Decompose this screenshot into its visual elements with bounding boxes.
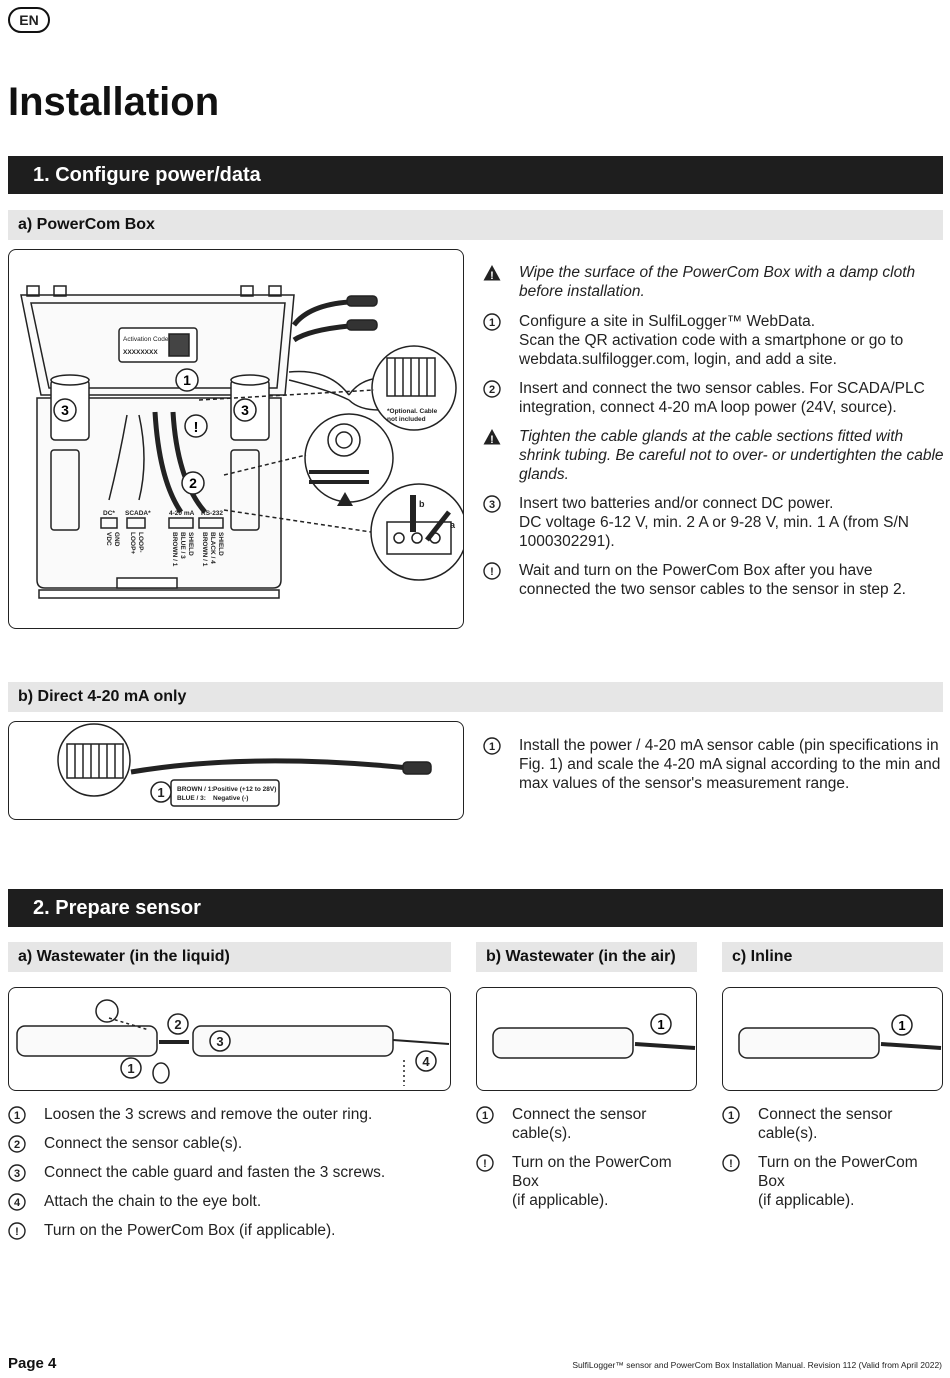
powercom-box-figure bbox=[8, 249, 464, 629]
step-item bbox=[483, 561, 945, 599]
svg-text:!: ! bbox=[490, 434, 494, 446]
svg-text:1: 1 bbox=[13, 1110, 21, 1122]
subheading-wastewater-air: b) Wastewater (in the air) bbox=[476, 942, 697, 972]
step-text: Attach the chain to the eye bolt. bbox=[44, 1193, 262, 1210]
svg-text:3: 3 bbox=[13, 1168, 21, 1180]
section-heading-configure: 1. Configure power/data bbox=[8, 156, 943, 194]
brown-wire-value: Positive (+12 to 28V) bbox=[213, 786, 277, 793]
gnd-label: GND bbox=[113, 532, 120, 547]
subheading-inline: c) Inline bbox=[722, 942, 943, 972]
svg-text:3: 3 bbox=[216, 1034, 224, 1049]
step-item bbox=[476, 1153, 702, 1210]
notice-icon bbox=[722, 1154, 740, 1172]
svg-text:2: 2 bbox=[13, 1139, 21, 1151]
callout-b: b bbox=[419, 499, 425, 509]
step-item bbox=[483, 379, 945, 417]
direct-cable-illustration bbox=[9, 722, 464, 820]
svg-text:1: 1 bbox=[127, 1061, 135, 1076]
notice-icon bbox=[476, 1154, 494, 1172]
step-item bbox=[8, 1105, 448, 1124]
subheading-powercom-box: a) PowerCom Box bbox=[8, 210, 943, 240]
inline-figure bbox=[722, 987, 943, 1091]
language-badge: EN bbox=[8, 7, 50, 33]
blue-3-label: BLUE / 3 bbox=[179, 532, 186, 559]
step-item bbox=[722, 1105, 948, 1143]
callout-a: a bbox=[450, 520, 456, 530]
loop-minus-label: LOOP- bbox=[137, 532, 144, 553]
step-1-icon bbox=[476, 1106, 494, 1124]
step-text: Connect the sensor cable(s). bbox=[512, 1106, 647, 1142]
brown-wire-label: BROWN / 1: bbox=[177, 786, 214, 793]
svg-text:2: 2 bbox=[174, 1017, 182, 1032]
svg-text:1: 1 bbox=[488, 317, 496, 329]
powercom-box-illustration bbox=[9, 250, 464, 629]
step-3-icon bbox=[483, 495, 501, 513]
page-number: Page 4 bbox=[8, 1355, 57, 1372]
step-2-icon bbox=[483, 380, 501, 398]
blue-wire-value: Negative (-) bbox=[213, 795, 249, 802]
ma-label: 4-20 mA bbox=[169, 510, 195, 517]
step-text: Configure a site in SulfiLogger™ WebData. Scan the QR activation code with a smartphone or go to webdata.sulfilogger.com, login, and add a site. bbox=[519, 313, 904, 368]
svg-text:4: 4 bbox=[422, 1054, 430, 1069]
svg-text:!: ! bbox=[15, 1226, 19, 1238]
step-1-icon bbox=[722, 1106, 740, 1124]
section-heading-prepare-sensor: 2. Prepare sensor bbox=[8, 889, 943, 927]
svg-text:1: 1 bbox=[898, 1018, 906, 1033]
blue-wire-label: BLUE / 3: bbox=[177, 795, 206, 802]
notice-icon bbox=[8, 1222, 26, 1240]
step-text: Insert and connect the two sensor cables. For SCADA/PLC integration, connect 4-20 mA loop power (24V, source). bbox=[519, 380, 925, 416]
svg-text:!: ! bbox=[490, 270, 494, 282]
step-3-icon bbox=[8, 1164, 26, 1182]
step-1-icon bbox=[8, 1106, 26, 1124]
step-text: Connect the sensor cable(s). bbox=[758, 1106, 893, 1142]
svg-text:!: ! bbox=[490, 566, 494, 578]
step-text: Wipe the surface of the PowerCom Box with a damp cloth before installation. bbox=[519, 264, 916, 300]
direct-4-20ma-figure bbox=[8, 721, 464, 820]
activation-code-label: Activation Code bbox=[123, 336, 169, 343]
page-title: Installation bbox=[8, 80, 220, 124]
loop-plus-label: LOOP+ bbox=[129, 532, 136, 555]
step-item bbox=[8, 1192, 448, 1211]
step-item bbox=[483, 494, 945, 551]
step-item bbox=[483, 427, 945, 484]
svg-text:1: 1 bbox=[657, 1017, 665, 1032]
step-item bbox=[8, 1134, 448, 1153]
step-text: Turn on the PowerCom Box (if applicable). bbox=[758, 1154, 918, 1209]
step-item bbox=[8, 1163, 448, 1182]
step-item bbox=[483, 312, 945, 369]
warning-icon bbox=[483, 264, 501, 282]
svg-text:3: 3 bbox=[61, 402, 69, 418]
svg-text:1: 1 bbox=[727, 1110, 735, 1122]
brown-1-label-rs232: BROWN / 1 bbox=[201, 532, 208, 567]
svg-text:2: 2 bbox=[189, 475, 197, 491]
subheading-direct-4-20ma: b) Direct 4-20 mA only bbox=[8, 682, 943, 712]
shield-label-2: SHIELD bbox=[217, 532, 224, 556]
svg-text:2: 2 bbox=[488, 384, 496, 396]
warning-icon bbox=[483, 428, 501, 446]
step-text: Turn on the PowerCom Box (if applicable). bbox=[44, 1222, 336, 1239]
svg-text:1: 1 bbox=[183, 372, 191, 388]
step-text: Install the power / 4-20 mA sensor cable (pin specifications in Fig. 1) and scale the 4-20 mA signal according to the min and max values of the sensor's measurement range. bbox=[519, 737, 941, 792]
step-text: Wait and turn on the PowerCom Box after you have connected the two sensor cables to the sensor in step 2. bbox=[519, 562, 906, 598]
activation-code-value: XXXXXXXX bbox=[123, 349, 158, 356]
scada-label: SCADA* bbox=[125, 510, 151, 517]
footer-note: SulfiLogger™ sensor and PowerCom Box Installation Manual. Revision 112 (Valid from April 2022) bbox=[572, 1360, 942, 1370]
step-text: Connect the sensor cable(s). bbox=[44, 1135, 243, 1152]
black-4-label: BLACK / 4 bbox=[209, 532, 216, 564]
sensor-inline-illustration bbox=[723, 988, 943, 1091]
svg-text:1: 1 bbox=[481, 1110, 489, 1122]
step-4-icon bbox=[8, 1193, 26, 1211]
brown-1-label: BROWN / 1 bbox=[171, 532, 178, 567]
step-item bbox=[722, 1153, 948, 1210]
svg-text:1: 1 bbox=[157, 785, 165, 800]
step-item bbox=[476, 1105, 702, 1143]
svg-text:3: 3 bbox=[488, 499, 496, 511]
svg-text:!: ! bbox=[193, 419, 199, 436]
vdc-label: VDC bbox=[105, 532, 112, 546]
step-item bbox=[483, 263, 945, 301]
svg-text:1: 1 bbox=[488, 741, 496, 753]
wastewater-liquid-figure bbox=[8, 987, 451, 1091]
step-text: Insert two batteries and/or connect DC power. DC voltage 6-12 V, min. 2 A or 9-28 V, min. 1 A (from S/N 1000302291). bbox=[519, 495, 909, 550]
step-2-icon bbox=[8, 1135, 26, 1153]
step-1-icon bbox=[483, 313, 501, 331]
svg-text:3: 3 bbox=[241, 402, 249, 418]
step-text: Loosen the 3 screws and remove the outer ring. bbox=[44, 1106, 373, 1123]
step-text: Connect the cable guard and fasten the 3 screws. bbox=[44, 1164, 386, 1181]
step-item bbox=[8, 1221, 448, 1240]
dc-label: DC* bbox=[103, 510, 115, 517]
svg-text:!: ! bbox=[729, 1158, 733, 1170]
svg-text:!: ! bbox=[483, 1158, 487, 1170]
notice-icon bbox=[483, 562, 501, 580]
shield-label-1: SHIELD bbox=[187, 532, 194, 556]
step-text: Turn on the PowerCom Box (if applicable). bbox=[512, 1154, 672, 1209]
step-item bbox=[483, 736, 945, 793]
rs232-label: RS-232 bbox=[201, 510, 224, 517]
optional-cable-note: *Optional. Cable not included bbox=[387, 408, 438, 423]
step-1-icon bbox=[483, 737, 501, 755]
svg-text:4: 4 bbox=[13, 1197, 21, 1209]
subheading-wastewater-liquid: a) Wastewater (in the liquid) bbox=[8, 942, 451, 972]
step-text: Tighten the cable glands at the cable sections fitted with shrink tubing. Be careful not to over- or undertighten the cable glands. bbox=[519, 428, 944, 483]
sensor-liquid-illustration bbox=[9, 988, 451, 1091]
wastewater-air-figure bbox=[476, 987, 697, 1091]
sensor-air-illustration bbox=[477, 988, 697, 1091]
